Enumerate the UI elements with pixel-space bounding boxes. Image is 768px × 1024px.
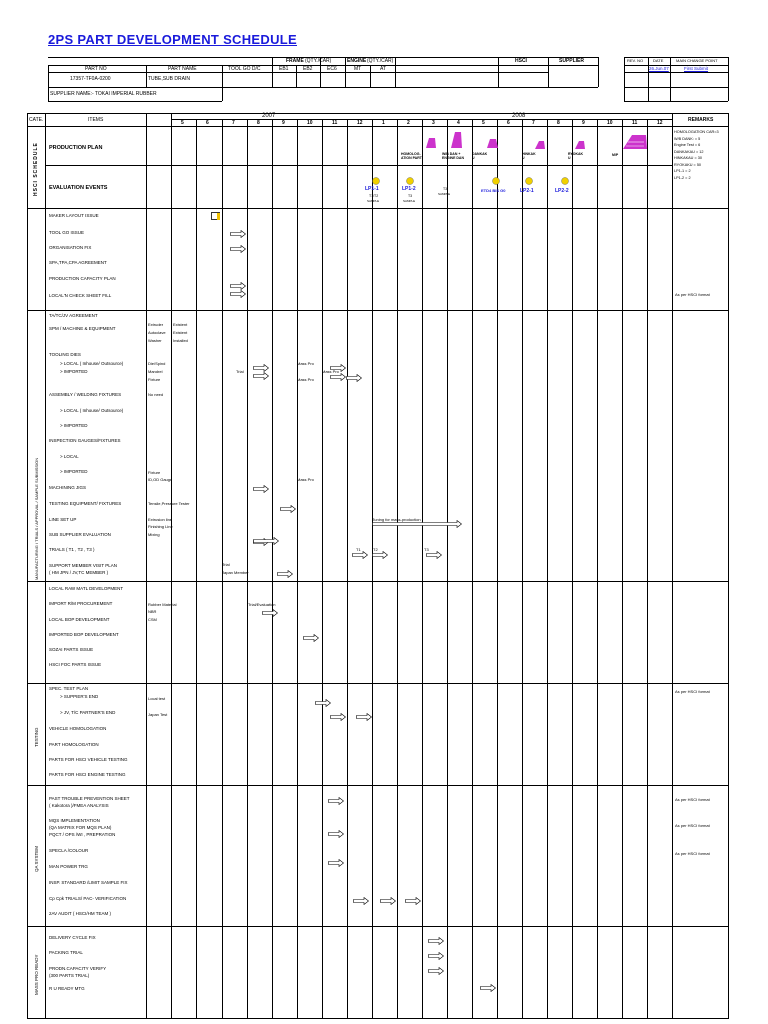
- month-label: 12: [657, 120, 663, 126]
- arrow-icon: [253, 372, 269, 380]
- s6-item: R U READY MTG: [49, 986, 85, 991]
- month-col-line: [547, 119, 548, 1019]
- month-label: 10: [307, 120, 313, 126]
- s4-item: PART HOMOLOGATION: [49, 742, 99, 747]
- month-col-line: [447, 119, 448, 1019]
- s3-item: IMPORTED BOP DEVELOPMENT: [49, 632, 119, 637]
- s2-note-mass-pro1: Mass Pro: [297, 361, 314, 366]
- month-col-line: [297, 119, 298, 1019]
- s2-note-t3: T3: [424, 547, 429, 552]
- s2-item: TA/TC/JV AGREEMENT: [49, 313, 98, 318]
- arrow-icon: [230, 230, 246, 238]
- event-lp1-2-sub: T3: [408, 194, 413, 198]
- s2-note-mass-pro4: Mass Pro: [297, 477, 314, 482]
- arrow-icon: [330, 373, 346, 381]
- s1-item: SPA,TPA,CPA AGREEMENT: [49, 260, 107, 265]
- arrow-icon: [277, 570, 293, 578]
- mt-label: MT: [354, 66, 362, 72]
- hinkak-flag-icon: [534, 140, 546, 150]
- s2-note-mass-pro2: Mass Pro: [322, 369, 339, 374]
- arrow-icon: [372, 520, 462, 528]
- wb-dank-flag-icon: [449, 131, 463, 149]
- event-t3-sample: SAMPLE: [438, 192, 451, 196]
- engine-qty: (QTY./CAR): [367, 58, 394, 64]
- s3-item: IMPORT R/M PROCUREMENT: [49, 601, 113, 606]
- ryokak-flag-icon: [574, 140, 586, 150]
- milestone-homologation: HOMOLOG-ATION PART: [401, 152, 422, 160]
- month-label: 11: [632, 120, 638, 126]
- hsci-remark: HINKAKAU = 30: [674, 156, 702, 160]
- s2-note-autoclave: Autoclave: [148, 330, 166, 335]
- engine-label: ENGINE: [347, 58, 367, 64]
- milestone-ryokak: RYOKAK U: [568, 152, 584, 160]
- s2-note-tensile: Tensile,Pressure Tester: [148, 501, 190, 506]
- arrow-icon: [230, 282, 246, 290]
- arrow-icon: [353, 897, 369, 905]
- month-label: 7: [232, 120, 235, 126]
- s2-note-t2: T2: [373, 547, 378, 552]
- s3-note-rubber-material: Rubber Material: [148, 602, 177, 607]
- s2-note-no-need: No need: [148, 392, 164, 397]
- ec6-label: EC6: [327, 66, 337, 72]
- s4-item: PARTS FOR HSCI ENGINE TESTING: [49, 772, 126, 777]
- arrow-icon: [262, 609, 278, 617]
- cate-header: CATE.: [29, 117, 44, 123]
- s5-remark-3: As per HSCI format: [675, 851, 710, 856]
- event-lp1-2-sample: SAMPLE: [403, 199, 416, 203]
- s5-remark-1: As per HSCI format: [675, 797, 710, 802]
- s4-item: > JV, T/C PARTNER'S END: [60, 710, 116, 715]
- s1-item: PRODUCTION CAPACITY PLAN: [49, 276, 116, 281]
- s6-item: DELIVERY CYCLE FIX: [49, 935, 96, 940]
- s5-item: MAN POWER TRG: [49, 864, 88, 869]
- s4-japan-test: Japan Test: [148, 712, 168, 717]
- supplier-label: SUPPLIER: [559, 58, 585, 64]
- s1-item: MAKER LAYOUT ISSUE: [49, 213, 99, 218]
- s2-item: > IMPORTED: [60, 469, 88, 474]
- month-col-line: [572, 119, 573, 1019]
- lp2-1-star-icon: [525, 177, 533, 185]
- s5-item: ( Kakotora )/FMEA ANALYSIS: [49, 803, 109, 808]
- s2-item: > IMPORTED: [60, 369, 88, 374]
- s5-item: MQS IMPLEMENTATION: [49, 818, 100, 823]
- s2-note-trial: Trial: [236, 369, 244, 374]
- main-change-label: MAIN CHANGE POINT: [676, 58, 718, 63]
- s1-remark: As per HSCI format: [675, 292, 710, 297]
- month-col-line: [397, 119, 398, 1019]
- s2-item: > IMPORTED: [60, 423, 88, 428]
- s2-note-mixing: Mixing: [148, 532, 160, 537]
- event-etd: ETD4 BIS G0: [481, 188, 506, 193]
- s3-item: HSCI FOC PARTS ISSUE: [49, 662, 102, 667]
- s5-item: INSP. STANDARD /LIMIT SAMPLE FIX: [49, 880, 128, 885]
- month-label: 12: [357, 120, 363, 126]
- eb1-label: EB1: [279, 66, 289, 72]
- s2-note-finishing-line: Finishing Line: [148, 524, 173, 529]
- month-label: 2: [407, 120, 410, 126]
- s3-item: LOCAL BOP DEVELOPMENT: [49, 617, 110, 622]
- s5-item: SPECLA /COLOUR: [49, 848, 89, 853]
- s5-item: PQCT / OPS /WI , PREPRATION: [49, 832, 116, 837]
- s2-note-t1: T1: [356, 547, 361, 552]
- supplier-name: SUPPLIER NAME:- TOKAI IMPERIAL RUBBER: [50, 91, 157, 97]
- milestone-wb-dank: W/B DAN + ENGINE DAN: [442, 152, 464, 160]
- hsci-remark: DANKAKAU = 12: [674, 149, 704, 154]
- part-name-value: TUBE,SUB DRAIN: [148, 76, 190, 82]
- hsci-remark: W/B DANK: = 5: [674, 136, 701, 141]
- etd-star-icon: [492, 177, 500, 185]
- change-value: First Submit: [684, 66, 709, 71]
- lp1-1-star-icon: [372, 177, 380, 185]
- arrow-icon: [330, 364, 346, 372]
- part-no-label: PART NO: [85, 66, 107, 72]
- month-col-line: [372, 119, 373, 1019]
- hsci-remark: Engine Test = 6: [674, 143, 701, 147]
- lp2-2-star-icon: [561, 177, 569, 185]
- dankak-flag-icon: [485, 137, 499, 149]
- month-col-line: [322, 119, 323, 1019]
- year-2007: 2007: [262, 113, 276, 119]
- arrow-icon: [280, 505, 296, 513]
- s6-item: (300 PARTS TRIAL): [49, 973, 90, 978]
- s4-local-test: Local test: [148, 696, 166, 701]
- evaluation-events-label: EVALUATION EVENTS: [49, 185, 108, 191]
- month-label: 9: [582, 120, 585, 126]
- event-lp2-2: LP2-2: [555, 188, 569, 194]
- mp-flag-icon: [622, 134, 648, 150]
- month-label: 7: [532, 120, 535, 126]
- s5-remark-2: As per HSCI format: [675, 823, 710, 828]
- arrow-icon: [230, 245, 246, 253]
- s2-note-trial2: Trial: [222, 562, 230, 567]
- frame-label: FRAME: [286, 58, 304, 64]
- s5-category: QA SYSTEM: [34, 845, 39, 872]
- s4-item: SPEC. TEST PLAN: [49, 686, 89, 691]
- arrow-icon: [426, 551, 442, 559]
- s5-item: PAST TROUBLE PREVENTION SHEET: [49, 796, 130, 801]
- s2-note-existent2: Existent: [173, 330, 188, 335]
- frame-qty: (QTY./CAR): [305, 58, 332, 64]
- arrow-icon: [405, 897, 421, 905]
- s2-note-extruder: Extruder: [148, 322, 164, 327]
- s5-item: 2AV AUDIT ( HSCI/HM TEAM ): [49, 911, 112, 916]
- s4-item: PARTS FOR HSCI VEHICLE TESTING: [49, 757, 128, 762]
- month-col-line: [647, 119, 648, 1019]
- month-label: 8: [557, 120, 560, 126]
- s2-item: > LOCAL ( Inhouse/ Outsource): [60, 408, 124, 413]
- s2-item: TOOLING DIES: [49, 352, 81, 357]
- s2-note-washer: Washer: [148, 338, 162, 343]
- s2-note-mass-pro3: Mass Pro: [297, 377, 314, 382]
- s6-item: PRODN.CAPACITY VERIFY: [49, 966, 107, 971]
- milestone-hinkak: HINKAK U: [522, 152, 536, 160]
- s2-note-id-od_gauge: ID,OD Gauge: [148, 477, 173, 482]
- s1-item: LOCAL'N CHECK SHEET FILL: [49, 293, 112, 298]
- arrow-icon: [480, 984, 496, 992]
- s4-item: VEHICLE HOMOLOGATION: [49, 726, 107, 731]
- month-col-line: [272, 119, 273, 1019]
- date-value: 26.Jun.07: [649, 66, 669, 71]
- hsci-remark: RYOKAKU = 50: [674, 162, 702, 167]
- s2-note-mandrel: Mandrel: [148, 369, 163, 374]
- month-label: 3: [432, 120, 435, 126]
- month-col-line: [472, 119, 473, 1019]
- milestone-dankak: DANKAK U: [472, 152, 488, 160]
- event-lp2-1: LP2-1: [520, 188, 534, 194]
- arrow-icon: [328, 797, 344, 805]
- s2-item: INSPECTION GAUGES/FIXTURES: [49, 438, 121, 443]
- date-label: DATE: [653, 58, 664, 63]
- month-label: 5: [482, 120, 485, 126]
- s2-item: > LOCAL ( Inhouse/ Outsource): [60, 361, 124, 366]
- s4-item: > SUPPIER'S END: [60, 694, 99, 699]
- s3-note-nbr: NBR: [148, 609, 157, 614]
- s1-item: ORGANISATION FIX: [49, 245, 92, 250]
- page-title: 2PS PART DEVELOPMENT SCHEDULE: [48, 32, 297, 47]
- month-col-line: [597, 119, 598, 1019]
- month-label: 8: [257, 120, 260, 126]
- s2-item: TRIALS ( T1 , T2 , T3 ): [49, 547, 95, 552]
- arrow-icon: [230, 290, 246, 298]
- event-t3: T3: [443, 187, 448, 191]
- month-col-line: [422, 119, 423, 1019]
- s2-note-existent1: Existent: [173, 322, 188, 327]
- month-label: 9: [282, 120, 285, 126]
- month-col-line: [222, 119, 223, 1019]
- month-col-line: [196, 119, 197, 1019]
- arrow-icon: [356, 713, 372, 721]
- production-plan-label: PRODUCTION PLAN: [49, 145, 103, 151]
- arrow-icon: [428, 967, 444, 975]
- part-no-value: 17357-TF0A-0200: [70, 76, 111, 82]
- arrow-icon: [315, 699, 331, 707]
- s4-category: TESTING: [34, 727, 39, 747]
- remarks-header: REMARKS: [688, 117, 714, 123]
- s5-item: (QA MATRIX FOR MQS PLAN): [49, 825, 112, 830]
- s2-item: > LOCAL: [60, 454, 79, 459]
- arrow-icon: [346, 374, 362, 382]
- event-lp1-2: LP1-2: [402, 186, 416, 192]
- s6-category: MASS PRO READY: [34, 954, 39, 995]
- hsci-remark: HOMOLOGATION CAR=3: [674, 130, 719, 134]
- milestone-mp: M/P: [612, 153, 619, 157]
- s2-note-japan-member: Japan Member: [222, 570, 249, 575]
- arrow-icon: [303, 634, 319, 642]
- s1-item: TOOL GO ISSUE: [49, 230, 85, 235]
- maker-layout-flag-icon: [211, 212, 221, 221]
- lp1-2-star-icon: [406, 177, 414, 185]
- arrow-icon: [328, 859, 344, 867]
- items-header: ITEMS: [88, 117, 104, 123]
- month-col-line: [247, 119, 248, 1019]
- month-col-line: [497, 119, 498, 1019]
- month-col-line: [522, 119, 523, 1019]
- eb2-label: EB2: [303, 66, 313, 72]
- s3-item: SOZAI PARTS ISSUE: [49, 647, 94, 652]
- month-label: 4: [457, 120, 460, 126]
- month-label: 10: [607, 120, 613, 126]
- tool-go-label: TOOL GO D/C: [228, 66, 261, 72]
- s2-note-extrusion-line: Extrusion line: [148, 517, 173, 522]
- hsci-category: HSCI SCHEDULE: [33, 142, 39, 196]
- event-lp1-1-sub: T1/T2: [369, 194, 379, 198]
- s2-note-die-spind: Die/Spind: [148, 361, 166, 366]
- month-label: 6: [206, 120, 209, 126]
- year-2008: 2008: [512, 113, 526, 119]
- hsci-remark: LP1-1 = 2: [674, 169, 691, 173]
- s6-item: PACKING TRIAL: [49, 950, 83, 955]
- arrow-icon: [428, 937, 444, 945]
- s3-item: LOCAL RAW MATL DEVELOPMENT: [49, 586, 124, 591]
- month-col-line: [622, 119, 623, 1019]
- s2-note-tuning: Tuning for mass-production: [372, 517, 421, 522]
- s2-item: SUPPORT MEMBER VISIT PLAN: [49, 563, 118, 568]
- arrow-icon: [328, 830, 344, 838]
- s3-note-csm: CSM: [148, 617, 157, 622]
- arrow-icon: [253, 485, 269, 493]
- s2-note-installed: Installed: [173, 338, 188, 343]
- arrow-icon: [380, 897, 396, 905]
- arrow-icon: [372, 551, 388, 559]
- rev-no-label: REV. NO: [627, 58, 644, 63]
- s2-item: LINE SET UP: [49, 517, 77, 522]
- month-col-line: [347, 119, 348, 1019]
- s2-note-fixture2: Fixture: [148, 470, 161, 475]
- month-label: 11: [332, 120, 338, 126]
- s2-category: MANUFACTURING / TRIALS / APPROVAL / SAMPLE SUBMISSION: [34, 457, 39, 580]
- s5-item: Cp Cpk TRIALS/ PAC- VERIFICATION: [49, 896, 127, 901]
- at-label: AT: [380, 66, 387, 72]
- part-name-label: PART NAME: [168, 66, 197, 72]
- event-lp1-1-sample: SAMPLE: [367, 199, 380, 203]
- arrow-icon: [253, 364, 269, 372]
- s2-item: MACHINING JIGS: [49, 485, 87, 490]
- homologation-flag-icon: [423, 137, 437, 149]
- s2-item: ASSEMBLY / WELDING FIXTURES: [49, 392, 122, 397]
- arrow-icon: [428, 952, 444, 960]
- event-lp1-1: LP1-1: [365, 186, 379, 192]
- month-label: 5: [181, 120, 184, 126]
- hsci-remark: LP1-2 = 2: [674, 175, 691, 180]
- s4-remark: As per HSCI format: [675, 689, 710, 694]
- arrow-icon: [253, 537, 279, 545]
- s3-note-trial-eval: Trial/Evaluation: [248, 602, 276, 607]
- month-label: 1: [382, 120, 385, 126]
- arrow-icon: [352, 551, 368, 559]
- hsci-label: HSCI: [515, 58, 527, 64]
- s2-item: ( HM JPN / JV,TC MEMBER ): [49, 570, 109, 575]
- arrow-icon: [330, 713, 346, 721]
- s2-item: SPM / MACHINE & EQUIPMENT: [49, 326, 116, 331]
- s2-note-fixture: Fixture: [148, 377, 161, 382]
- s2-item: TESTING EQUIPMENT/ FIXTURES: [49, 501, 122, 506]
- s2-item: SUB SUPPLIER EVALUATION: [49, 532, 111, 537]
- month-label: 6: [507, 120, 510, 126]
